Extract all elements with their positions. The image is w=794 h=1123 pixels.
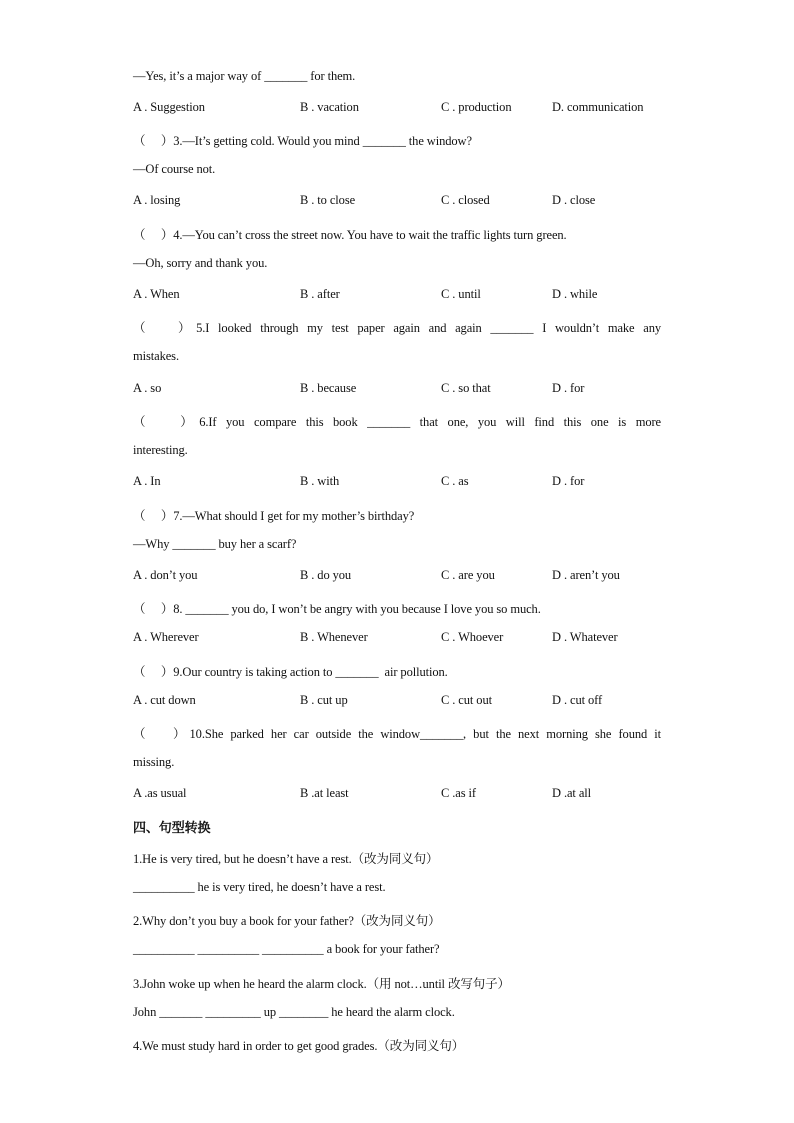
q6-option-b: B . with xyxy=(300,474,340,488)
transform-1: 1.He is very tired, but he doesn’t have a rest.（改为同义句） xyxy=(133,852,439,866)
q2-option-c: C . production xyxy=(441,100,512,114)
transform-1-answer: __________ he is very tired, he doesn’t have a rest. xyxy=(133,880,386,894)
q7-option-b: B . do you xyxy=(300,568,352,582)
question-3-reply: —Of course not. xyxy=(133,162,216,176)
question-10-cont: missing. xyxy=(133,755,175,769)
q7-option-a: A . don’t you xyxy=(133,568,198,582)
q7-option-c: C . are you xyxy=(441,568,495,582)
q10-option-d: D .at all xyxy=(552,786,592,800)
q3-option-c: C . closed xyxy=(441,193,490,207)
question-6-cont: interesting. xyxy=(133,443,188,457)
transform-3-answer: John _______ _________ up ________ he heard the alarm clock. xyxy=(133,1005,455,1019)
q5-option-a: A . so xyxy=(133,381,162,395)
q10-option-a: A .as usual xyxy=(133,786,187,800)
transform-3: 3.John woke up when he heard the alarm clock.（用 not…until 改写句子） xyxy=(133,977,510,991)
q9-option-a: A . cut down xyxy=(133,693,196,707)
q6-option-c: C . as xyxy=(441,474,469,488)
q4-option-c: C . until xyxy=(441,287,481,301)
q4-option-d: D . while xyxy=(552,287,598,301)
question-4: （ ）4.—You can’t cross the street now. You have to wait the traffic lights turn green. xyxy=(133,228,567,242)
q2-option-a: A . Suggestion xyxy=(133,100,205,114)
q10-option-c: C .as if xyxy=(441,786,476,800)
question-9: （ ）9.Our country is taking action to _______ air pollution. xyxy=(133,665,448,679)
q4-option-a: A . When xyxy=(133,287,180,301)
question-6: （ ）6.If you compare this book _______ that one, you will find this one is more xyxy=(133,415,661,429)
q6-option-a: A . In xyxy=(133,474,161,488)
q4-option-b: B . after xyxy=(300,287,340,301)
q7-option-d: D . aren’t you xyxy=(552,568,620,582)
question-7-reply: —Why _______ buy her a scarf? xyxy=(133,537,297,551)
q8-option-a: A . Wherever xyxy=(133,630,199,644)
q5-option-d: D . for xyxy=(552,381,585,395)
q3-option-d: D . close xyxy=(552,193,596,207)
q2-option-b: B . vacation xyxy=(300,100,359,114)
q3-option-a: A . losing xyxy=(133,193,181,207)
question-3: （ ）3.—It’s getting cold. Would you mind _______ the window? xyxy=(133,134,472,148)
q9-option-b: B . cut up xyxy=(300,693,348,707)
q10-option-b: B .at least xyxy=(300,786,349,800)
question-5-cont: mistakes. xyxy=(133,349,179,363)
question-8: （ ）8. _______ you do, I won’t be angry with you because I love you so much. xyxy=(133,602,541,616)
transform-2: 2.Why don’t you buy a book for your father?（改为同义句） xyxy=(133,914,441,928)
q2-option-d: D. communication xyxy=(552,100,644,114)
q9-option-d: D . cut off xyxy=(552,693,603,707)
section-heading-sentence-transformation: 四、句型转换 xyxy=(133,821,211,836)
question-10: （ ）10.She parked her car outside the window_______, but the next morning she found it xyxy=(133,727,661,741)
q9-option-c: C . cut out xyxy=(441,693,492,707)
q3-option-b: B . to close xyxy=(300,193,356,207)
q6-option-d: D . for xyxy=(552,474,585,488)
transform-4: 4.We must study hard in order to get good grades.（改为同义句） xyxy=(133,1039,465,1053)
q5-option-c: C . so that xyxy=(441,381,491,395)
q8-option-d: D . Whatever xyxy=(552,630,618,644)
question-4-reply: —Oh, sorry and thank you. xyxy=(133,256,268,270)
q8-option-b: B . Whenever xyxy=(300,630,368,644)
question-7: （ ）7.—What should I get for my mother’s birthday? xyxy=(133,509,415,523)
q8-option-c: C . Whoever xyxy=(441,630,504,644)
transform-2-answer: __________ __________ __________ a book for your father? xyxy=(133,942,440,956)
answer-line-2: —Yes, it’s a major way of _______ for them. xyxy=(133,69,356,83)
question-5: （ ）5.I looked through my test paper again and again _______ I wouldn’t make any xyxy=(133,321,661,335)
q5-option-b: B . because xyxy=(300,381,357,395)
